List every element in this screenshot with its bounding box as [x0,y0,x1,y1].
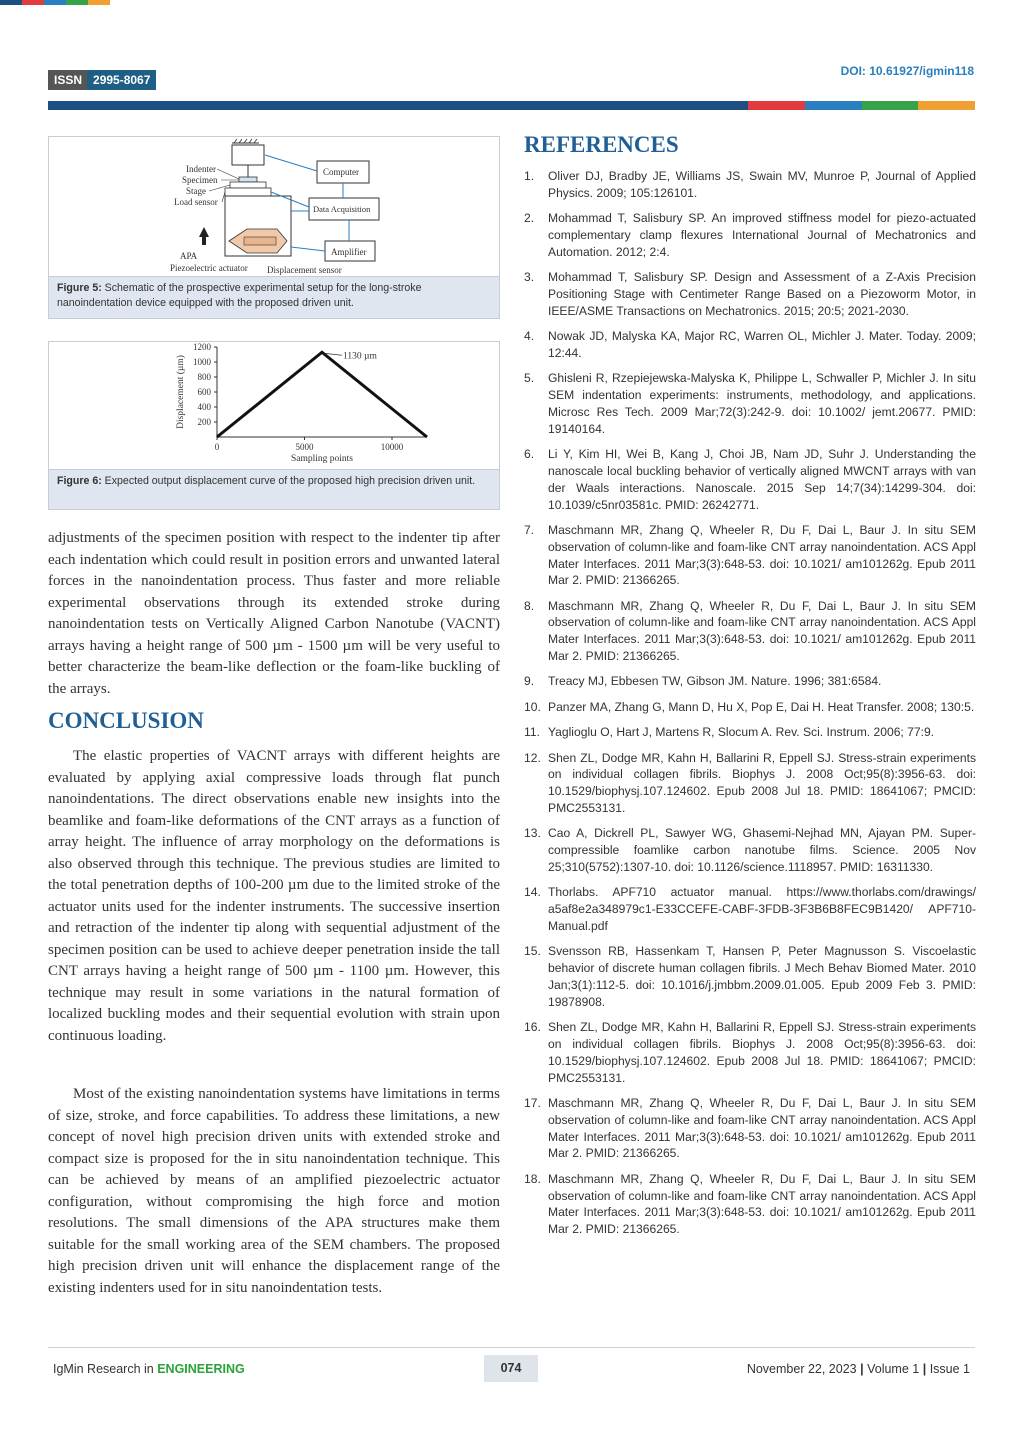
reference-item [524,522,976,589]
reference-number: 5. [524,371,535,386]
label-specimen: Specimen [182,175,218,185]
y-tick-label: 600 [197,387,211,397]
y-tick-label: 200 [197,417,211,427]
annotation-label: 1130 µm [343,351,377,362]
footer-journal [53,1362,245,1376]
footer-journal-prefix: IgMin Research in [53,1362,158,1376]
reference-number: 18. [524,1171,541,1186]
footer-issue: Issue 1 [929,1362,970,1376]
series-line [217,352,427,437]
reference-text: Mohammad T, Salisbury SP. An improved stiffness model for piezo-actuated complementary clamp flexures International Journal of Mechatronics and Automation. 2012; 2:4. [548,211,976,259]
specimen-block [239,177,257,182]
stripe-segment [88,0,110,5]
header-rule-segment [862,101,919,110]
header-rule [48,101,975,110]
reference-text: Maschmann MR, Zhang Q, Wheeler R, Du F, Dai L, Baur J. In situ SEM observation of column-like and foam-like CNT array nanoindentation. ACS Appl Mater Interfaces. 2011 Mar;3(3):648-53. doi: 10.1021/ am101262g. Epub 2011 Mar 2. PMID: 21366265. [548,598,976,664]
y-tick-label: 800 [197,372,211,382]
doi-link[interactable]: DOI: 10.61927/igmin118 [840,64,974,78]
reference-number: 4. [524,329,535,344]
reference-number: 9. [524,674,535,689]
load-sensor-block [225,188,271,196]
x-axis-label: Sampling points [290,454,354,464]
reference-text: Mohammad T, Salisbury SP. Design and Assessment of a Z-Axis Precision Positioning Stage with Centimeter Range Based on a Piezoworm Motor, in IEEE/ASME Transactions on Mechatronics. 2015; 20:5; 2021-2030. [548,270,976,318]
stripe-segment [44,0,66,5]
motion-arrow [199,227,209,245]
reference-number: 15. [524,944,541,959]
footer-separator: | [922,1362,927,1376]
reference-item [524,673,976,690]
label-computer: Computer [323,167,359,177]
reference-item [524,943,976,1010]
reference-number: 7. [524,522,535,537]
figure-6-caption-text: Expected output displacement curve of the proposed high precision driven unit. [101,475,476,487]
label-displacement-sensor: Displacement sensor [267,265,342,275]
stripe-segment [22,0,44,5]
issn-badge [48,70,156,90]
label-stage: Stage [186,186,206,196]
y-tick-label: 400 [197,402,211,412]
reference-text: Thorlabs. APF710 actuator manual. https://www.thorlabs.com/drawings/ a5af8e2a348979c1-E33CCEFE-CABF-3FDB-3F3B6B8FEC9B1420/ APF710-Manual.pdf [548,885,976,933]
reference-text: Cao A, Dickrell PL, Sawyer WG, Ghasemi-Nejhad MN, Ajayan PM. Super-compressible foamlike carbon nanotube films. Science. 2005 Nov 25;310(5752):1307-10. doi: 10.1126/science.1118957. PMID: 16311330. [548,826,976,875]
reference-number: 6. [524,447,535,462]
reference-text: Maschmann MR, Zhang Q, Wheeler R, Du F, Dai L, Baur J. In situ SEM observation of column-like and foam-like CNT array nanoindentation. ACS Appl Mater Interfaces. 2011 Mar;3(3):648-53. doi: 10.1021/ am101262g. Epub 2011 Mar 2. PMID: 21366265. [548,1171,976,1237]
references-list [524,168,976,1247]
figure-5 [48,136,500,319]
reference-item [524,1019,976,1086]
header-rule-segment [805,101,862,110]
reference-number: 2. [524,211,535,226]
header-rule-main [48,101,748,110]
reference-number: 8. [524,598,535,613]
reference-number: 1. [524,169,535,183]
label-indenter: Indenter [186,164,216,174]
reference-text: Shen ZL, Dodge MR, Kahn H, Ballarini R, Eppell SJ. Stress-strain experiments on individual collagen fibrils. Biophys J. 2008 Oct;95(8):3956-63. doi: 10.1529/biophysj.107.124602. Epub 2008 Jul 18. PMID: 18641067; PMCID: PMC2553131. [548,750,976,816]
label-load-sensor: Load sensor [174,197,218,207]
issn-value: 2995-8067 [87,70,156,90]
reference-text: Ghisleni R, Rzepiejewska-Malyska K, Philippe L, Schwaller P, Michler J. In situ SEM indentation experiments: instruments, methodology, and applications. Microsc Res Tech. 2009 Mar;72(3):242-9. doi: 10.1002/ jemt.20677. PMID: 19140164. [548,371,976,436]
label-amplifier: Amplifier [331,247,367,257]
reference-item [524,210,976,260]
y-tick-label: 1000 [193,357,211,367]
reference-text: Treacy MJ, Ebbesen TW, Gibson JM. Nature. 1996; 381:6584. [548,674,882,689]
figure-6-caption [49,469,499,509]
reference-number: 10. [524,699,541,714]
footer-issue-info [747,1362,970,1376]
reference-text: Maschmann MR, Zhang Q, Wheeler R, Du F, Dai L, Baur J. In situ SEM observation of column-like and foam-like CNT array nanoindentation. ACS Appl Mater Interfaces. 2011 Mar;3(3):648-53. doi: 10.1021/ am101262g. Epub 2011 Mar 2. PMID: 21366265. [548,1095,976,1161]
reference-number: 11. [524,725,540,740]
figure-5-caption-label: Figure 5: [57,282,102,294]
reference-item [524,699,976,716]
stripe-segment [66,0,88,5]
references-heading: REFERENCES [524,132,679,157]
x-tick-label: 10000 [380,442,404,452]
reference-text: Maschmann MR, Zhang Q, Wheeler R, Du F, Dai L, Baur J. In situ SEM observation of column-like and foam-like CNT array nanoindentation. ACS Appl Mater Interfaces. 2011 Mar;3(3):648-53. doi: 10.1021/ am101262g. Epub 2011 Mar 2. PMID: 21366265. [548,522,976,588]
footer-separator: | [860,1362,864,1376]
indenter-block [232,145,264,165]
y-axis-label: Displacement (µm) [176,355,186,429]
label-data-acquisition: Data Acquisition [313,204,371,214]
reference-text: Li Y, Kim HI, Wei B, Kang J, Choi JB, Nam JD, Suhr J. Understanding the nanoscale local buckling behavior of vertically aligned MWCNT arrays with van der Waals interactions. Nanoscale. 2015 Sep 14;7(34):14299-304. doi: 10.1039/c5nr03581c. PMID: 26242771. [548,447,976,512]
reference-number: 14. [524,885,541,900]
footer-date: November 22, 2023 [746,1362,857,1376]
reference-item [524,168,976,202]
header-rule-segment [918,101,975,110]
label-apa: APA [180,251,198,261]
x-tick-label: 0 [214,442,220,452]
reference-item [524,884,976,934]
figure-6 [48,341,500,510]
body-paragraph-3: Most of the existing nanoindentation systems have limitations in terms of size, stroke, and force capabilities. To address these limitations, a new concept of novel high precision driven units with extended stroke and compact size is proposed for the in situ nanoindentation technique. This can be achieved by means of an amplified piezoelectric actuator configuration, without compromising the high force and motion resolutions. The small dimensions of the APA structures make them suitable for the small working area of the SEM chambers. The proposed high precision driven unit will enhance the displacement range of the existing indenters used for in situ nanoindentation tests. [48,1086,500,1296]
top-color-stripe [0,0,110,5]
footer-rule [48,1347,975,1348]
figure-5-caption-text: Schematic of the prospective experimental setup for the long-stroke nanoindentation device equipped with the proposed driven unit. [57,282,422,309]
reference-number: 17. [524,1095,541,1110]
reference-item [524,1171,976,1238]
reference-number: 12. [524,750,541,765]
reference-item [524,1095,976,1162]
reference-item [524,724,976,741]
reference-item [524,269,976,319]
label-piezo: Piezoelectric actuator [170,263,248,273]
reference-item [524,825,976,875]
reference-text: Nowak JD, Malyska KA, Major RC, Warren OL, Michler J. Mater. Today. 2009; 12:44. [548,329,976,360]
y-tick-label: 1200 [193,342,211,352]
reference-text: Panzer MA, Zhang G, Mann D, Hu X, Pop E, Dai H. Heat Transfer. 2008; 130:5. [548,699,975,714]
reference-item [524,598,976,665]
reference-item [524,328,976,362]
reference-number: 13. [524,826,541,841]
footer-volume: Volume 1 [867,1362,920,1376]
stripe-segment [0,0,22,5]
schematic-diagram [49,137,499,277]
reference-text: Shen ZL, Dodge MR, Kahn H, Ballarini R, Eppell SJ. Stress-strain experiments on individual collagen fibrils. Biophys J. 2008 Oct;95(8):3956-63. doi: 10.1529/biophysj.107.124602. Epub 2008 Jul 18. PMID: 18641067; PMCID: PMC2553131. [548,1020,976,1085]
reference-number: 16. [524,1020,541,1035]
footer-journal-field: ENGINEERING [157,1362,245,1376]
reference-item [524,446,976,513]
reference-item [524,750,976,817]
reference-text: Yaglioglu O, Hart J, Martens R, Slocum A. Rev. Sci. Instrum. 2006; 77:9. [548,725,935,740]
conclusion-heading: CONCLUSION [48,708,204,733]
page-number: 074 [484,1355,538,1382]
body-paragraph-1: adjustments of the specimen position with respect to the indenter tip after each indentation which could result in position errors and unwanted lateral forces in the nanoindentation process. Thus faster and more reliable experimental observations through its extended stroke during nanoindentation tests on Vertically Aligned Carbon Nanotube (VACNT) arrays having a height range of 500 µm - 1500 µm will be very useful to better characterize the beam-like deflection or the foam-like buckling of the arrays. [48,530,500,697]
figure-5-caption [49,276,499,318]
stage-block [230,182,266,188]
reference-text: Svensson RB, Hassenkam T, Hansen P, Peter Magnusson S. Viscoelastic behavior of discrete human collagen fibrils. J Mech Behav Biomed Mater. 2010 Jan;3(1):112-5. doi: 10.1016/j.jmbbm.2009.01.005. Epub 2009 Feb 3. PMID: 19878908. [548,944,976,1009]
header-rule-segment [748,101,805,110]
reference-text: Oliver DJ, Bradby JE, Williams JS, Swain MV, Munroe P, Journal of Applied Physics. 2009; 105:126101. [548,169,976,200]
body-paragraph-2: The elastic properties of VACNT arrays with different heights are evaluated by applying axial compressive loads through flat punch nanoindentations. The direct observations enable new insights into the beamlike and foam-like deformations of the CNT arrays as a function of array height. The influence of array morphology on the deformations is also observed through this technique. The previous studies are limited to the total penetration depths of 100-200 µm due to the limited stroke of the actuator units used for the indenter instruments. The successive insertion and retraction of the indenter tip along with sequential adjustment of the specimen position can be used to achieve deeper penetration inside the tall CNT arrays having a height range of 500 µm - 1100 µm. However, this technique may result in some variations in the natural formation of localized buckling modes and their sequential evolution with strain upon continuous loading. [48,748,500,1044]
issn-key: ISSN [48,70,87,90]
figure-6-caption-label: Figure 6: [57,475,102,487]
reference-number: 3. [524,270,535,285]
displacement-chart [49,342,499,468]
reference-item [524,370,976,437]
x-tick-label: 5000 [295,442,314,452]
